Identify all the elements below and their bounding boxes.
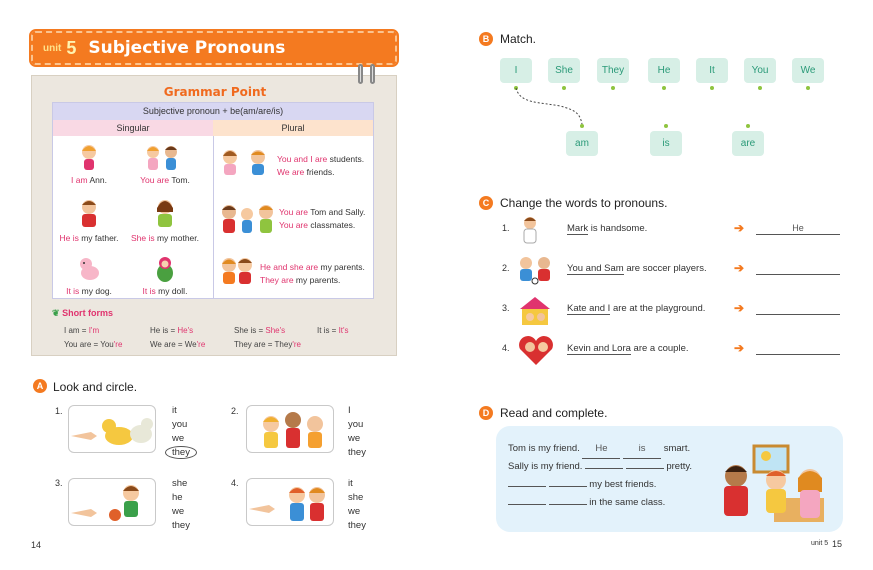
complement: Tom. (169, 175, 190, 185)
mark-illustration (518, 215, 542, 245)
subject-words: Kevin and Lora (567, 343, 631, 354)
pronoun-phrase: You are (279, 207, 308, 217)
dog-illustration (78, 255, 102, 283)
item-number: 4. (231, 478, 239, 488)
arrow-right-icon: ➔ (734, 341, 745, 355)
subject-words: Kate and I (567, 303, 611, 314)
pronoun-phrase: We are (277, 167, 305, 177)
circled-answer[interactable]: they (165, 446, 197, 459)
complement: my mother. (154, 233, 200, 243)
sentence (567, 263, 707, 274)
classmates-illustration (220, 201, 276, 235)
answer-gap[interactable] (508, 486, 546, 487)
answer-gap[interactable] (508, 504, 546, 505)
father-illustration (78, 198, 100, 228)
unit-banner (31, 31, 397, 65)
short-form-item (150, 340, 205, 349)
plural-line (260, 274, 365, 287)
pronoun-phrase: She is (130, 233, 155, 243)
pronoun-chip[interactable]: They (597, 58, 629, 83)
match-dot[interactable] (664, 124, 668, 128)
answer-gap[interactable] (585, 468, 623, 469)
section-c-badge: C (479, 196, 493, 210)
answer-gap[interactable]: He (582, 440, 620, 459)
match-dot[interactable] (662, 86, 666, 90)
full-form: He is = (150, 326, 178, 335)
grammar-point-title: Grammar Point (163, 85, 267, 99)
leaf-icon: ❦ (52, 308, 60, 318)
boy-basketball-picture (68, 478, 156, 526)
item-number: 2. (502, 263, 510, 273)
choice-list (348, 404, 366, 460)
singular-i-am (54, 175, 124, 185)
pronoun-phrase: He is (59, 233, 79, 243)
plural-you-and-i (277, 153, 364, 179)
complement: classmates. (308, 220, 356, 230)
choice-word[interactable]: we (172, 506, 185, 517)
match-dot[interactable] (746, 124, 750, 128)
two-kids-picture (246, 478, 334, 526)
answer-blank[interactable]: He (756, 223, 840, 235)
sentence-rest: is handsome. (588, 223, 648, 234)
match-dot[interactable] (611, 86, 615, 90)
students-illustration (220, 148, 272, 176)
short-forms-title (52, 308, 113, 319)
pronoun-phrase: He and she are (260, 262, 319, 272)
choice-word[interactable]: they (348, 447, 366, 458)
match-dot[interactable] (806, 86, 810, 90)
pronoun-chip[interactable]: You (744, 58, 776, 83)
parents-illustration (220, 255, 254, 285)
section-c-title: Change the words to pronouns. (500, 196, 668, 210)
short-form-item (64, 340, 122, 349)
complement: my father. (78, 233, 119, 243)
subject-words: Mark (567, 223, 589, 234)
complement: students. (327, 154, 365, 164)
binder-ring-icon (358, 64, 363, 84)
answer-gap[interactable] (549, 486, 587, 487)
choice-word[interactable]: he (172, 492, 183, 503)
pronoun-chip[interactable]: We (792, 58, 824, 83)
short-forms-label: Short forms (62, 308, 114, 318)
sentence-line (508, 440, 690, 459)
column-plural: Plural (213, 120, 373, 136)
plural-line (277, 153, 364, 166)
table-header: Subjective pronoun + be(am/are/is) (53, 103, 373, 120)
section-b-badge: B (479, 32, 493, 46)
pronoun-phrase: They are (260, 275, 294, 285)
pronoun-phrase: You are (279, 220, 308, 230)
column-divider (213, 136, 214, 298)
column-singular: Singular (53, 120, 213, 136)
answer-gap[interactable] (549, 504, 587, 505)
short-form-item (317, 326, 349, 335)
sentence-text: in the same class. (589, 497, 666, 508)
singular-she-is (130, 233, 200, 243)
verb-chip[interactable]: am (566, 131, 598, 156)
item-number: 3. (502, 303, 510, 313)
singular-it-is-dog (54, 286, 124, 296)
item-number: 3. (55, 478, 63, 488)
item-number: 2. (231, 406, 239, 416)
item-number: 1. (55, 406, 63, 416)
couple-illustration (516, 333, 556, 367)
answer-blank[interactable] (756, 343, 840, 355)
plural-line (279, 219, 365, 232)
choice-word[interactable]: we (348, 506, 361, 517)
plural-line (279, 206, 365, 219)
pronoun-chip[interactable]: He (648, 58, 680, 83)
choice-word[interactable]: they (348, 520, 366, 531)
binder-ring-icon (370, 64, 375, 84)
complement: Ann. (87, 175, 107, 185)
item-number: 4. (502, 343, 510, 353)
section-d-title: Read and complete. (500, 406, 608, 420)
verb-chip[interactable]: are (732, 131, 764, 156)
short-form: 're (113, 340, 123, 349)
subject-words: You and Sam (567, 263, 624, 274)
pronoun-chip[interactable]: I (500, 58, 532, 83)
choice-word[interactable]: you (172, 419, 188, 430)
short-form: 're (196, 340, 206, 349)
short-form-item (64, 326, 99, 335)
unit-footer-label: unit 5 (811, 540, 829, 547)
complement: my dog. (79, 286, 112, 296)
sentence (567, 303, 705, 314)
choice-word[interactable]: we (348, 433, 361, 444)
choice-word[interactable]: they (172, 520, 190, 531)
full-form: You are = You (64, 340, 114, 349)
playground-illustration (516, 293, 554, 327)
match-line (510, 84, 590, 128)
choice-word[interactable]: she (172, 478, 188, 489)
item-number: 1. (502, 223, 510, 233)
section-a-badge: A (33, 379, 47, 393)
grammar-point-box (31, 75, 397, 356)
short-form: He's (177, 326, 194, 335)
complement: my doll. (155, 286, 188, 296)
plural-line (277, 166, 364, 179)
choice-list (348, 477, 366, 533)
verb-chip[interactable]: is (650, 131, 682, 156)
choice-word[interactable]: we (172, 433, 185, 444)
grammar-table (52, 102, 374, 299)
three-kids-picture (246, 405, 334, 453)
short-form-item (234, 326, 285, 335)
doll-illustration (156, 255, 174, 283)
read-complete-box (496, 426, 843, 532)
choice-word[interactable]: she (348, 492, 364, 503)
sentence-text: Tom is my friend. (508, 443, 580, 454)
page-number-right: 15 (832, 539, 843, 549)
complement: friends. (304, 167, 335, 177)
choice-list (172, 477, 190, 533)
pointing-kids-illustration (143, 143, 183, 171)
full-form: I am = (64, 326, 89, 335)
unit-label: unit (43, 42, 62, 54)
short-form-item (150, 326, 193, 335)
match-dot[interactable] (758, 86, 762, 90)
singular-he-is (54, 233, 124, 243)
arrow-right-icon: ➔ (734, 261, 745, 275)
choice-word[interactable]: I (348, 405, 351, 416)
animals-picture (68, 405, 156, 453)
short-form: I'm (88, 326, 100, 335)
complement: my parents. (293, 275, 341, 285)
singular-it-is-doll (130, 286, 200, 296)
answer-gap[interactable]: is (623, 440, 661, 459)
short-form: She's (265, 326, 286, 335)
choice-word[interactable]: it (348, 478, 353, 489)
sentence-rest: are at the playground. (610, 303, 706, 314)
sentence-rest: are soccer players. (623, 263, 707, 274)
sentence-text: smart. (663, 443, 691, 454)
complement: Tom and Sally. (308, 207, 366, 217)
sentence-line (508, 494, 665, 512)
match-dot[interactable] (710, 86, 714, 90)
sentence-line (508, 458, 692, 476)
pronoun-phrase: You and I are (277, 154, 328, 164)
soccer-players-illustration (516, 255, 554, 285)
complement: my parents. (318, 262, 365, 272)
pronoun-phrase: It is (142, 286, 156, 296)
pronoun-phrase: You are (140, 175, 170, 185)
section-b-title: Match. (500, 32, 537, 46)
choice-list (172, 404, 197, 460)
mother-illustration (154, 198, 176, 228)
pronoun-phrase: It is (66, 286, 80, 296)
section-d-badge: D (479, 406, 493, 420)
answer-blank[interactable] (756, 303, 840, 315)
sentence-text: Sally is my friend. (508, 461, 583, 472)
short-form: It's (338, 326, 349, 335)
pronoun-chip[interactable]: She (548, 58, 580, 83)
pronoun-chip[interactable]: It (696, 58, 728, 83)
girl-ann-illustration (78, 143, 100, 171)
arrow-right-icon: ➔ (734, 301, 745, 315)
full-form: She is = (234, 326, 266, 335)
short-form: 're (292, 340, 301, 349)
sentence-text: my best friends. (589, 479, 657, 490)
arrow-right-icon: ➔ (734, 221, 745, 235)
sentence-text: pretty. (666, 461, 693, 472)
page-title: Subjective Pronouns (88, 38, 286, 58)
sentence-rest: are a couple. (630, 343, 689, 354)
singular-you-are (130, 175, 200, 185)
sentence (567, 223, 647, 234)
answer-blank[interactable] (756, 263, 840, 275)
pronoun-phrase: I am (71, 175, 88, 185)
full-form: We are = We (150, 340, 197, 349)
choice-word[interactable]: it (172, 405, 177, 416)
short-form-item (234, 340, 301, 349)
sentence (567, 343, 689, 354)
plural-tom-and-sally (279, 206, 365, 232)
choice-word[interactable]: you (348, 419, 364, 430)
unit-number: 5 (66, 37, 77, 58)
section-a-title: Look and circle. (53, 380, 138, 394)
sentence-line (508, 476, 656, 494)
full-form: They are = They (234, 340, 293, 349)
answer-gap[interactable] (626, 468, 664, 469)
page-number-left: 14 (31, 540, 42, 550)
match-dot[interactable] (580, 124, 584, 128)
plural-line (260, 261, 365, 274)
plural-he-and-she (260, 261, 365, 287)
classroom-kids-illustration (714, 440, 839, 530)
full-form: It is = (317, 326, 339, 335)
